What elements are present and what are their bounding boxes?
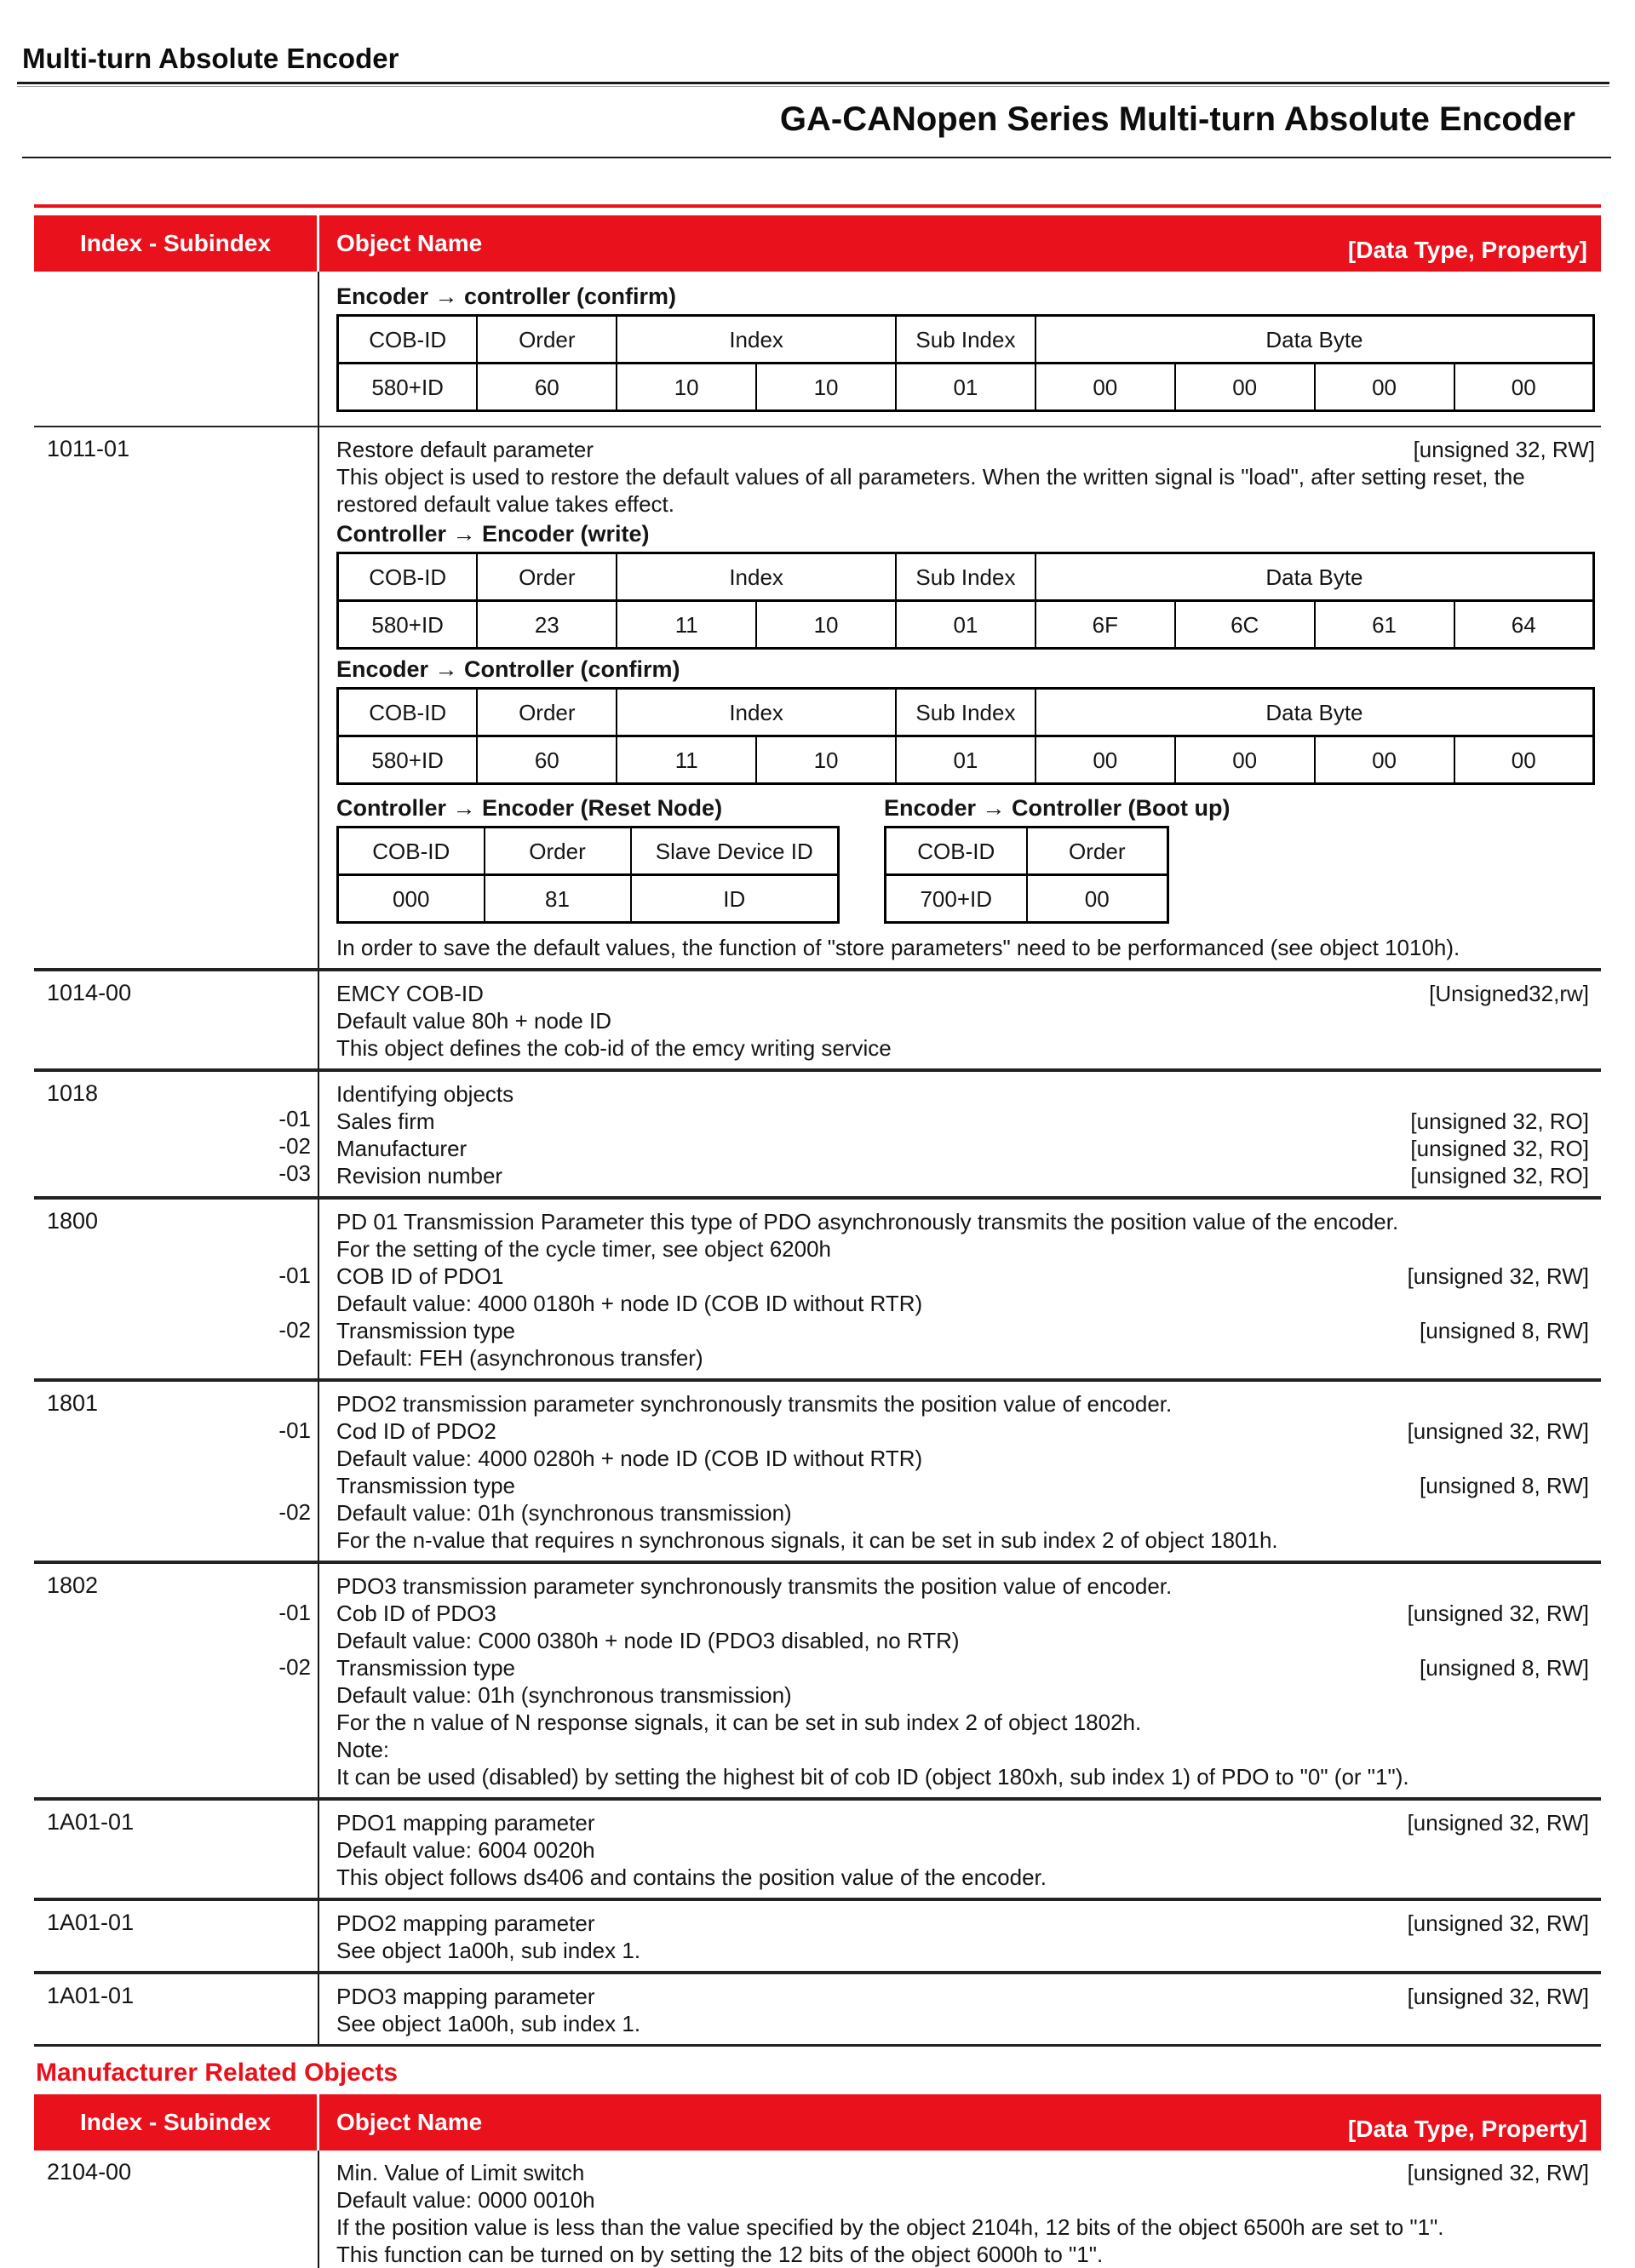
object-line: [336, 463, 1595, 518]
table-row-1a01-01-pdo3: [34, 1971, 1601, 2047]
object-index: 1800: [47, 1208, 99, 1234]
object-description: Default value: 6004 0020h: [336, 1837, 595, 1863]
index-cell: [34, 427, 319, 968]
data-type-tag: [unsigned 32, RW]: [1407, 1263, 1589, 1289]
frame-cell: 00: [1036, 364, 1175, 411]
object-cell: [319, 1974, 1601, 2044]
header-data-type-property: [Data Type, Property]: [1347, 237, 1587, 263]
frame-cell: 11: [617, 601, 756, 649]
header-object-name-cell: [319, 215, 1601, 272]
data-byte-header: Data Byte: [1036, 553, 1594, 601]
frame-cell: 10: [756, 736, 896, 784]
object-line: [336, 2241, 1589, 2268]
table-header-communication: [34, 215, 1601, 272]
object-description: Default: FEH (asynchronous transfer): [336, 1345, 703, 1371]
title-divider: [17, 82, 1609, 87]
object-description: It can be used (disabled) by setting the highest bit of cob ID (object 180xh, sub index 1) of PDO to "0" (or "1").: [336, 1764, 1409, 1790]
object-description: PD 01 Transmission Parameter this type of PDO asynchronously transmits the position value of the encoder.: [336, 1209, 1399, 1234]
index-cell: [34, 2151, 319, 2268]
frame-data-row: [338, 364, 1594, 411]
object-line: [336, 2214, 1589, 2241]
frame-cell: 81: [485, 875, 631, 923]
dual-frame-block: [336, 792, 1595, 931]
can-frame-table: [336, 552, 1595, 650]
data-type-tag: [unsigned 32, RO]: [1410, 1108, 1589, 1134]
sub-index-header: Sub Index: [896, 553, 1036, 601]
can-frame-table: [336, 687, 1595, 785]
table-row-1801: [34, 1378, 1601, 1561]
frame-cell: 000: [338, 875, 485, 923]
object-name-text: Transmission type: [336, 1655, 515, 1681]
order-header: Order: [485, 828, 631, 875]
object-description: See object 1a00h, sub index 1.: [336, 2011, 641, 2036]
object-name-text: EMCY COB-ID: [336, 981, 484, 1006]
object-line: [336, 1344, 1589, 1372]
boot-up-block: [884, 792, 1230, 931]
table-header-manufacturer: [34, 2094, 1601, 2151]
frame-cell: 00: [1315, 364, 1454, 411]
frame-cell: 10: [617, 364, 756, 411]
data-type-tag: [unsigned 32, RW]: [1407, 1601, 1589, 1626]
frame-cell: 00: [1454, 736, 1594, 784]
table-row-1011-01: [34, 426, 1601, 968]
frame-data-row: [886, 875, 1168, 923]
object-line: [336, 1034, 1589, 1062]
object-description: This object is used to restore the default values of all parameters. When the written signal is "load", after setting reset, the restored default value takes effect.: [336, 464, 1525, 517]
object-name-text: Transmission type: [336, 1318, 515, 1343]
header-data-type-property: [Data Type, Property]: [1347, 2116, 1587, 2142]
object-name-text: Restore default parameter: [336, 437, 594, 462]
frame-cell: 10: [756, 364, 896, 411]
frame-header-row: [338, 828, 839, 875]
object-description: Manufacturer: [336, 1136, 468, 1161]
object-description: Default value: 4000 0280h + node ID (COB ID without RTR): [336, 1446, 923, 1471]
object-line: [336, 1007, 1589, 1034]
index-cell-empty: [34, 272, 319, 426]
object-cell: [319, 1072, 1601, 1196]
frame-cell: 6F: [1036, 601, 1175, 649]
frame-data-row: [338, 875, 839, 923]
cob-id-header: COB-ID: [886, 828, 1027, 875]
frame-header-row: [886, 828, 1168, 875]
header-index-subindex: Index - Subindex: [34, 2094, 319, 2151]
object-line: [336, 1572, 1589, 1600]
frame-cell: 580+ID: [338, 364, 478, 411]
frame-header-row: [338, 316, 1594, 364]
sub-index-header: Sub Index: [896, 689, 1036, 736]
index-cell: [34, 1200, 319, 1378]
object-line: [336, 1864, 1589, 1891]
frame-cell: 60: [477, 736, 617, 784]
object-index: 1801: [47, 1390, 99, 1416]
object-name-text: Cod ID of PDO2: [336, 1418, 496, 1444]
object-description: PDO2 transmission parameter synchronously transmits the position value of encoder.: [336, 1391, 1173, 1417]
data-type-tag: [unsigned 32, RW]: [1407, 2160, 1589, 2185]
object-description: This function can be turned on by setting the 12 bits of the object 6000h to "1".: [336, 2242, 1104, 2267]
index-cell: [34, 1974, 319, 2044]
object-description: For the setting of the cycle timer, see object 6200h: [336, 1236, 831, 1262]
object-note: In order to save the default values, the function of "store parameters" need to be performanced (see object 1010h).: [336, 935, 1460, 960]
frame-cell: ID: [631, 875, 839, 923]
index-cell: [34, 1564, 319, 1797]
object-index: 1A01-01: [47, 1910, 135, 1935]
object-description: Default value: 4000 0180h + node ID (COB ID without RTR): [336, 1291, 923, 1316]
sub-index: -03: [278, 1160, 311, 1186]
frame-cell: 00: [1027, 875, 1168, 923]
data-type-tag: [unsigned 32, RO]: [1410, 1163, 1589, 1188]
frame-cell: 10: [756, 601, 896, 649]
object-description: See object 1a00h, sub index 1.: [336, 1938, 641, 1963]
object-line: [336, 1472, 1589, 1499]
object-line: [336, 1937, 1589, 1964]
object-line: [336, 1983, 1589, 2010]
object-index: 1018: [47, 1080, 99, 1106]
table-row-1a01-01-pdo2: [34, 1898, 1601, 1971]
object-index: 1014-00: [47, 980, 132, 1005]
frame-cell: 60: [477, 364, 617, 411]
sub-index: -02: [278, 1654, 311, 1680]
page-title: Multi-turn Absolute Encoder: [22, 43, 399, 74]
object-line: [336, 1763, 1589, 1790]
sub-index-header: Sub Index: [896, 316, 1036, 364]
object-line: [336, 1208, 1589, 1235]
object-description: Default value: 01h (synchronous transmission): [336, 1682, 792, 1708]
index-header: Index: [617, 689, 896, 736]
object-line: [336, 1317, 1589, 1344]
object-line: [336, 1290, 1589, 1317]
object-cell: [319, 1564, 1601, 1797]
frame-cell: 580+ID: [338, 601, 478, 649]
frame-cell: 580+ID: [338, 736, 478, 784]
index-cell: [34, 1901, 319, 1971]
data-type-tag: [Unsigned32,rw]: [1429, 981, 1589, 1006]
frame-header-row: [338, 689, 1594, 736]
frame-cell: 11: [617, 736, 756, 784]
can-frame-table: [884, 826, 1169, 924]
object-cell: [319, 427, 1607, 968]
object-description: PDO3 transmission parameter synchronously transmits the position value of encoder.: [336, 1573, 1173, 1599]
header-object-name: Object Name: [336, 2109, 483, 2135]
order-header: Order: [1027, 828, 1168, 875]
index-cell: [34, 1072, 319, 1196]
table-row-2104-00: [34, 2151, 1601, 2268]
object-name-text: Min. Value of Limit switch: [336, 2160, 585, 2185]
sub-index: -01: [278, 1263, 311, 1288]
frame-cell: 01: [896, 736, 1036, 784]
data-type-tag: [unsigned 8, RW]: [1420, 1318, 1589, 1343]
object-line: [336, 1108, 1589, 1135]
object-line: [336, 1600, 1589, 1627]
frame-data-row: [338, 601, 1594, 649]
object-line: [336, 1499, 1589, 1526]
object-name-text: Cob ID of PDO3: [336, 1601, 496, 1626]
cob-id-header: COB-ID: [338, 553, 478, 601]
sub-index: -01: [278, 1600, 311, 1625]
frame-data-row: [338, 736, 1594, 784]
header-object-name: Object Name: [336, 230, 483, 256]
object-cell: [319, 1801, 1601, 1898]
object-line: [336, 1263, 1589, 1290]
manufacturer-section-heading: Manufacturer Related Objects: [36, 2059, 399, 2087]
frame-cell: 23: [477, 601, 617, 649]
table-top-accent: [34, 204, 1601, 208]
index-header: Index: [617, 553, 896, 601]
index-cell: [34, 1801, 319, 1898]
can-frame-table: [336, 826, 840, 924]
data-type-tag: [unsigned 32, RW]: [1407, 1810, 1589, 1836]
sub-index: -02: [278, 1499, 311, 1525]
table-row-1014-00: [34, 968, 1601, 1068]
order-header: Order: [477, 689, 617, 736]
subtitle-divider: [22, 157, 1611, 158]
object-line: [336, 1418, 1589, 1445]
sub-index: -02: [278, 1317, 311, 1343]
object-description: Revision number: [336, 1163, 503, 1188]
cob-id-header: COB-ID: [338, 828, 485, 875]
frame-header-row: [338, 553, 1594, 601]
object-index: 1A01-01: [47, 1809, 135, 1835]
object-cell: [319, 971, 1601, 1068]
object-description: Default value: C000 0380h + node ID (PDO3 disabled, no RTR): [336, 1628, 960, 1653]
frame-cell: 64: [1454, 601, 1594, 649]
frame-cell: 00: [1036, 736, 1175, 784]
object-cell: [319, 1901, 1601, 1971]
data-type-tag: [unsigned 32, RW]: [1407, 1984, 1589, 2009]
index-header: Index: [617, 316, 896, 364]
table-row-1018: [34, 1068, 1601, 1196]
object-cell: [319, 272, 1607, 426]
object-cell: [319, 1200, 1601, 1378]
page-subtitle: GA-CANopen Series Multi-turn Absolute Encoder: [779, 100, 1575, 138]
object-line: [336, 1836, 1589, 1864]
header-object-name-cell: [319, 2094, 1601, 2151]
frame-cell: 01: [896, 601, 1036, 649]
object-name-text: Identifying objects: [336, 1081, 514, 1107]
object-index: 1802: [47, 1572, 99, 1598]
object-description: This object follows ds406 and contains the position value of the encoder.: [336, 1864, 1047, 1890]
object-line: [336, 1445, 1589, 1472]
table-row: [34, 272, 1601, 426]
object-line: [336, 2159, 1589, 2186]
object-dictionary: [34, 204, 1601, 2268]
object-description: For the n-value that requires n synchronous signals, it can be set in sub index 2 of object 1801h.: [336, 1527, 1278, 1553]
object-description: Default value: 0000 0010h: [336, 2187, 595, 2213]
object-description: Default value 80h + node ID: [336, 1008, 612, 1034]
frame-cell: 700+ID: [886, 875, 1027, 923]
object-line: [336, 1390, 1589, 1418]
object-line: [336, 1736, 1589, 1763]
object-cell: [319, 1382, 1601, 1561]
header-index-subindex: Index - Subindex: [34, 215, 319, 272]
object-name-text: Transmission type: [336, 1473, 515, 1498]
object-line: [336, 1526, 1589, 1554]
sub-index: -01: [278, 1418, 311, 1443]
sub-index: -02: [278, 1133, 311, 1159]
object-description: Sales firm: [336, 1108, 435, 1134]
object-index: 1011-01: [47, 436, 130, 461]
object-description: This object defines the cob-id of the emcy writing service: [336, 1035, 892, 1061]
table-row-1800: [34, 1196, 1601, 1378]
object-line: [336, 2010, 1589, 2037]
object-line: [336, 1162, 1589, 1189]
object-line: [336, 1235, 1589, 1263]
order-header: Order: [477, 553, 617, 601]
table-row-1802: [34, 1561, 1601, 1797]
table-row-1a01-01-pdo1: [34, 1797, 1601, 1898]
frame-cell: 00: [1175, 736, 1315, 784]
reset-node-block: [336, 792, 840, 931]
order-header: Order: [477, 316, 617, 364]
frame-cell: 00: [1315, 736, 1454, 784]
index-cell: [34, 1382, 319, 1561]
frame-title: Controller → Encoder (Reset Node): [336, 795, 723, 821]
can-frame-table: [336, 314, 1595, 412]
object-name-text: PDO1 mapping parameter: [336, 1810, 595, 1836]
frame-cell: 01: [896, 364, 1036, 411]
cob-id-header: COB-ID: [338, 689, 478, 736]
frame-cell: 00: [1454, 364, 1594, 411]
data-type-tag: [unsigned 32, RW]: [1407, 1910, 1589, 1936]
data-type-tag: [unsigned 32, RW]: [1413, 437, 1595, 462]
object-index: 2104-00: [47, 2159, 132, 2185]
data-type-tag: [unsigned 32, RW]: [1407, 1418, 1589, 1444]
object-line: [336, 1627, 1589, 1654]
object-name-text: PDO2 mapping parameter: [336, 1910, 595, 1936]
object-name-text: COB ID of PDO1: [336, 1263, 504, 1289]
object-line: [336, 1080, 1589, 1108]
frame-title: Encoder → controller (confirm): [336, 284, 677, 309]
data-byte-header: Data Byte: [1036, 316, 1594, 364]
cob-id-header: COB-ID: [338, 316, 478, 364]
object-description: Default value: 01h (synchronous transmission): [336, 1500, 792, 1526]
object-description: For the n value of N response signals, it can be set in sub index 2 of object 1802h.: [336, 1710, 1142, 1735]
object-line: [336, 1709, 1589, 1736]
object-line: [336, 1681, 1589, 1709]
frame-title: Controller → Encoder (write): [336, 521, 650, 547]
data-type-tag: [unsigned 32, RO]: [1410, 1136, 1589, 1161]
object-line: [336, 1135, 1589, 1162]
object-line: [336, 980, 1589, 1007]
slave-device-id-header: Slave Device ID: [631, 828, 839, 875]
object-index: 1A01-01: [47, 1983, 135, 2008]
sub-index: -01: [278, 1106, 311, 1131]
frame-title: Encoder → Controller (confirm): [336, 656, 680, 682]
object-cell: [319, 2151, 1601, 2268]
data-byte-header: Data Byte: [1036, 689, 1594, 736]
data-type-tag: [unsigned 8, RW]: [1420, 1655, 1589, 1681]
object-line: [336, 1654, 1589, 1681]
object-line: [336, 436, 1595, 463]
frame-cell: 6C: [1175, 601, 1315, 649]
object-line: [336, 1910, 1589, 1937]
frame-cell: 61: [1315, 601, 1454, 649]
frame-title: Encoder → Controller (Boot up): [884, 795, 1231, 821]
data-type-tag: [unsigned 8, RW]: [1420, 1473, 1589, 1498]
index-cell: [34, 971, 319, 1068]
object-name-text: PDO3 mapping parameter: [336, 1984, 595, 2009]
object-description: Note:: [336, 1737, 390, 1762]
object-line: [336, 1809, 1589, 1836]
object-line: [336, 2186, 1589, 2214]
frame-cell: 00: [1175, 364, 1315, 411]
object-description: If the position value is less than the value specified by the object 2104h, 12 bits of the object 6500h are set to "1".: [336, 2214, 1444, 2240]
